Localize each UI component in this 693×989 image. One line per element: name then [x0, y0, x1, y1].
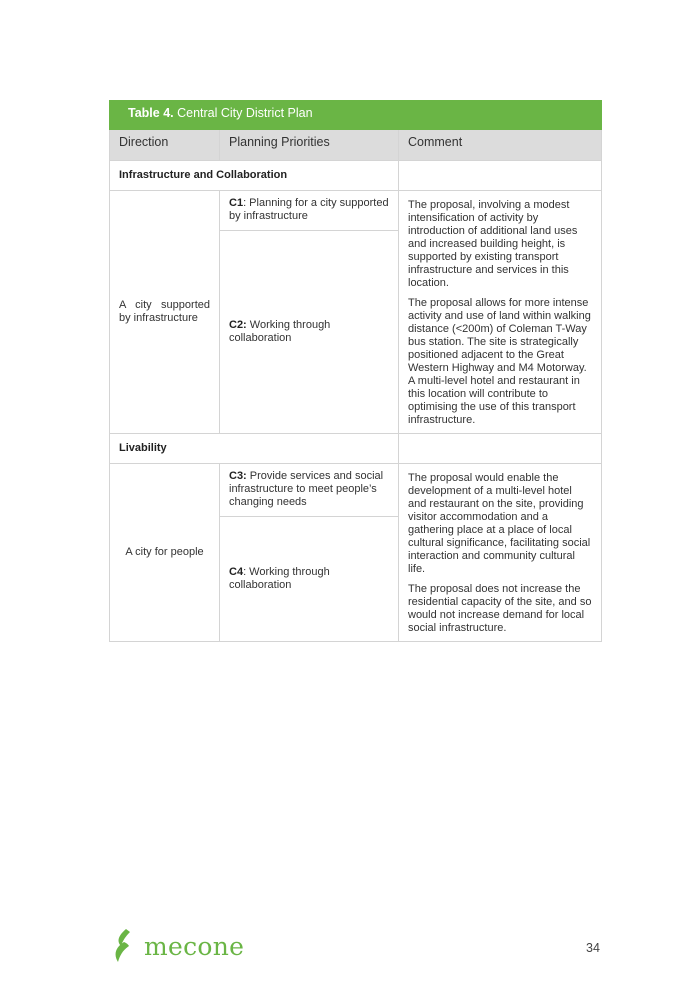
comment-cell	[399, 191, 602, 434]
direction-cell: A city supported by infrastructure	[110, 191, 220, 434]
section-title: Livability	[110, 434, 399, 464]
mecone-logo	[110, 928, 244, 964]
section-row	[110, 161, 602, 191]
header-planning-priorities: Planning Priorities	[220, 130, 399, 161]
logo-text: mecone	[144, 931, 245, 961]
priority-text: : Working through collaboration	[229, 566, 330, 591]
comment-paragraph: The proposal would enable the development of a multi-level hotel and restaurant on the site, providing visitor accommodation and a gathering place at a place of local cultural significance, facilitating social interaction and community cultural life.	[408, 472, 591, 575]
comment-cell	[399, 464, 602, 642]
comment-paragraph: The proposal, involving a modest intensification of activity by introduction of additional land uses and increased building height, is supported by existing transport infrastructure and services in this location.	[408, 199, 578, 289]
leaf-icon	[110, 928, 138, 964]
direction-cell: A city for people	[110, 464, 220, 642]
priority-code: C3:	[229, 470, 247, 482]
priority-text: Provide services and social infrastructure to meet people’s changing needs	[229, 470, 384, 508]
district-plan-table-wrapper	[109, 100, 601, 642]
priority-cell	[220, 464, 399, 517]
district-plan-table	[109, 100, 602, 642]
page-number: 34	[586, 941, 600, 955]
priority-cell	[220, 191, 399, 231]
table-caption-title: Central City District Plan	[173, 106, 313, 120]
priority-code: C1	[229, 197, 244, 209]
comment-paragraph: The proposal allows for more intense activity and use of land within walking distance (<200m) of Coleman T-Way bus station. The site is strategically positioned adjacent to the Great Western Highway and M4 Motorway. A multi-level hotel and restaurant in this location will contribute to optimising the use of this transport infrastructure.	[408, 297, 591, 426]
comment-paragraph: The proposal does not increase the residential capacity of the site, and so would not increase demand for local social infrastructure.	[408, 583, 592, 634]
section-empty-cell	[399, 434, 602, 464]
section-empty-cell	[399, 161, 602, 191]
section-title: Infrastructure and Collaboration	[110, 161, 399, 191]
priority-code: C4	[229, 566, 244, 578]
priority-text: Working through collaboration	[229, 319, 331, 344]
table-caption	[110, 101, 602, 130]
priority-text: : Planning for a city supported by infrastructure	[229, 197, 389, 222]
table-caption-row	[110, 101, 602, 130]
table-caption-label: Table 4.	[128, 106, 174, 120]
priority-cell	[220, 231, 399, 434]
table-row	[110, 464, 602, 517]
priority-code: C2:	[229, 319, 247, 331]
header-direction: Direction	[110, 130, 220, 161]
header-comment: Comment	[399, 130, 602, 161]
section-row	[110, 434, 602, 464]
priority-cell	[220, 517, 399, 642]
table-header-row	[110, 130, 602, 161]
table-row	[110, 191, 602, 231]
